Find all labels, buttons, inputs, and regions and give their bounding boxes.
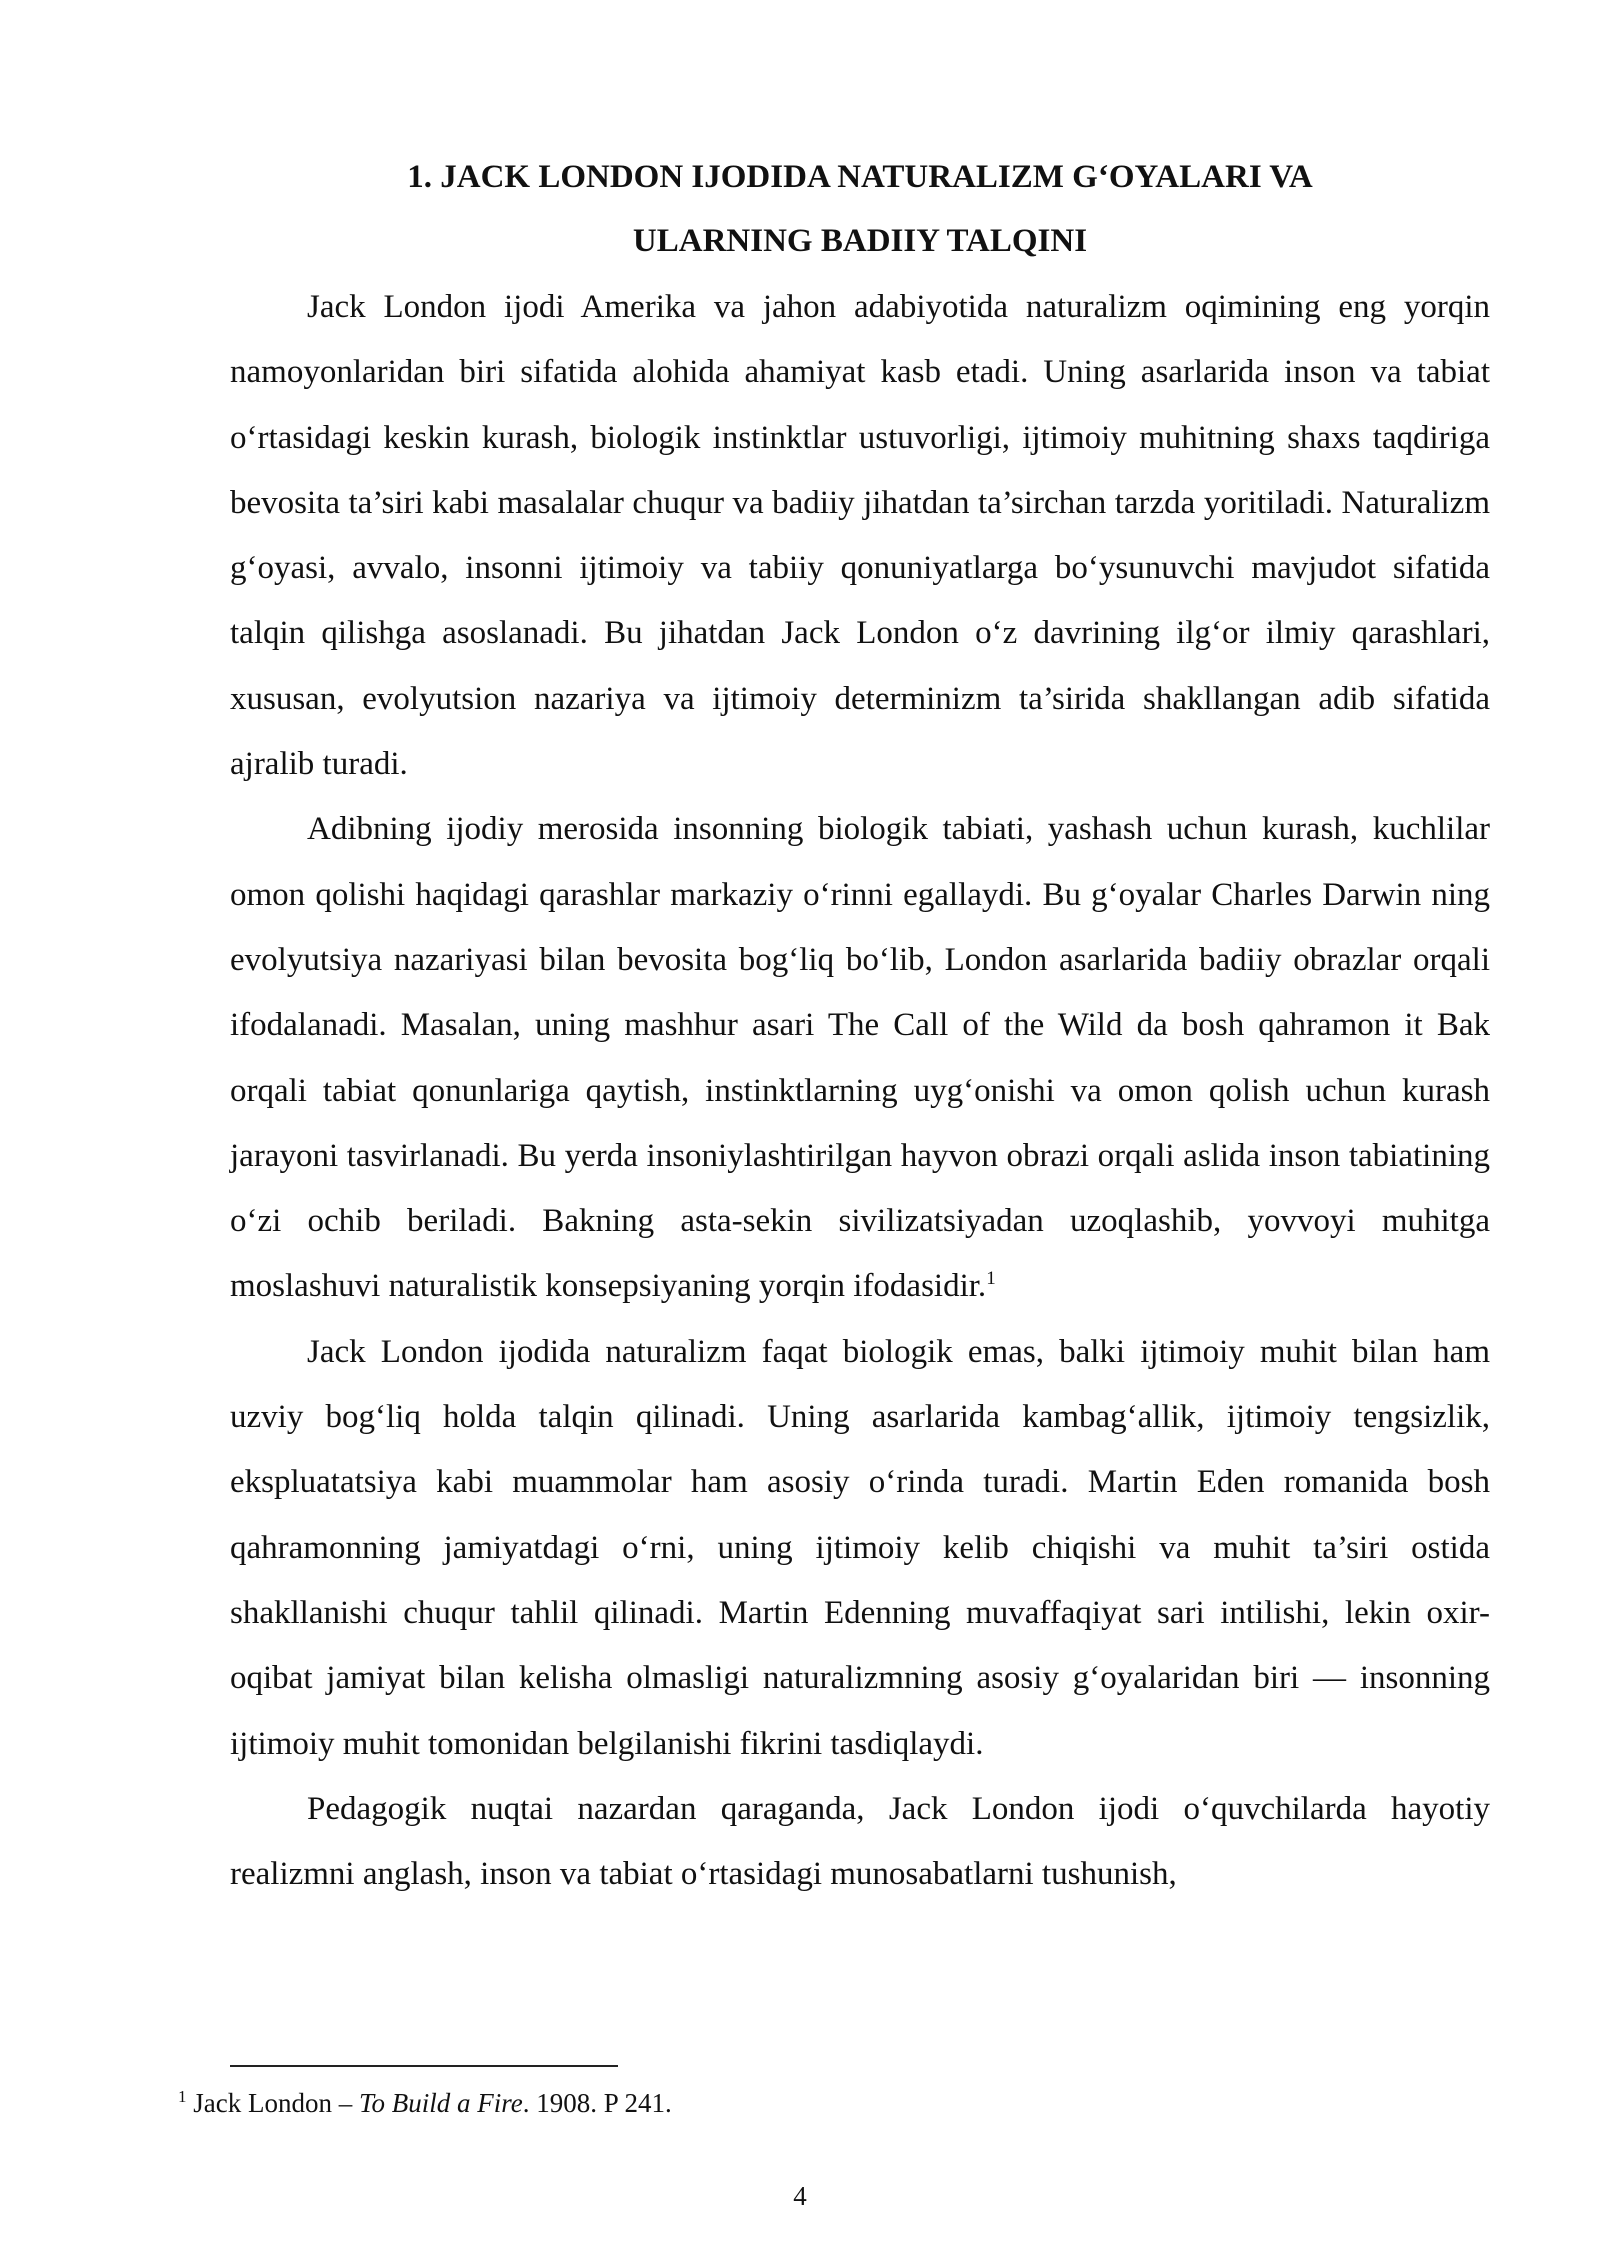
chapter-heading bbox=[230, 145, 1490, 273]
paragraph-1: Jack London ijodi Amerika va jahon adabiyotida naturalizm oqimining eng yorqin namoyonlaridan biri sifatida alohida ahamiyat kasb etadi. Uning asarlarida inson va tabiat o‘rtasidagi keskin kurash, biologik instinktlar ustuvorligi, ijtimoiy muhitning shaxs taqdiriga bevosita ta’siri kabi masalalar chuqur va badiiy jihatdan ta’sirchan tarzda yoritiladi. Naturalizm g‘oyasi, avvalo, insonni ijtimoiy va tabiiy qonuniyatlarga bo‘ysunuvchi mavjudot sifatida talqin qilishga asoslanadi. Bu jihatdan Jack London o‘z davrining ilg‘or ilmiy qarashlari, xususan, evolyutsion nazariya va ijtimoiy determinizm ta’sirida shakllangan adib sifatida ajralib turadi. bbox=[230, 289, 1490, 783]
page-number: 4 bbox=[793, 2181, 807, 2211]
chapter-heading-line-2: ULARNING BADIIY TALQINI bbox=[632, 223, 1088, 259]
chapter-heading-line-1: 1. JACK LONDON IJODIDA NATURALIZM G‘OYALARI VA bbox=[407, 159, 1313, 195]
footnote bbox=[178, 2085, 672, 2121]
footnote-title: To Build a Fire bbox=[358, 2088, 523, 2118]
footnote-separator bbox=[230, 2065, 618, 2067]
paragraph-2-text: Adibning ijodiy merosida insonning biologik tabiati, yashash uchun kurash, kuchlilar omon qolishi haqidagi qarashlar markaziy o‘rinni egallaydi. Bu g‘oyalar Charles Darwin ning evolyutsiya nazariyasi bilan bevosita bog‘liq bo‘lib, London asarlarida badiiy obrazlar orqali ifodalanadi. Masalan, uning mashhur asari The Call of the Wild da bosh qahramon it Bak orqali tabiat qonunlariga qaytish, instinktlarning uyg‘onishi va omon qolish uchun kurash jarayoni tasvirlanadi. Bu yerda insoniylashtirilgan hayvon obrazi orqali aslida inson tabiatining o‘zi ochib beriladi. Bakning asta-sekin sivilizatsiyadan uzoqlashib, yovvoyi muhitga moslashuvi naturalistik konsepsiyaning yorqin ifodasidir. bbox=[230, 811, 1490, 1305]
paragraph-3: Jack London ijodida naturalizm faqat biologik emas, balki ijtimoiy muhit bilan ham uzviy bog‘liq holda talqin qilinadi. Uning asarlarida kambag‘allik, ijtimoiy tengsizlik, ekspluatatsiya kabi muammolar ham asosiy o‘rinda turadi. Martin Eden romanida bosh qahramonning jamiyatdagi o‘rni, uning ijtimoiy kelib chiqishi va muhit ta’siri ostida shakllanishi chuqur tahlil qilinadi. Martin Edenning muvaffaqiyat sari intilishi, lekin oxir-oqibat jamiyat bilan kelisha olmasligi naturalizmning asosiy g‘oyalaridan biri — insonning ijtimoiy muhit tomonidan belgilanishi fikrini tasdiqlaydi. bbox=[230, 1333, 1490, 1762]
footnote-author: Jack London – bbox=[193, 2088, 359, 2118]
footnote-reference[interactable]: 1 bbox=[986, 1268, 996, 1290]
paragraph-4: Pedagogik nuqtai nazardan qaraganda, Jack London ijodi o‘quvchilarda hayotiy realizmni anglash, inson va tabiat o‘rtasidagi munosabatlarni tushunish, bbox=[230, 1790, 1490, 1893]
body-text bbox=[230, 275, 1490, 1907]
footnote-number: 1 bbox=[178, 2087, 187, 2106]
footnote-details: . 1908. P 241. bbox=[522, 2088, 672, 2118]
paragraph-2 bbox=[230, 797, 1490, 1319]
